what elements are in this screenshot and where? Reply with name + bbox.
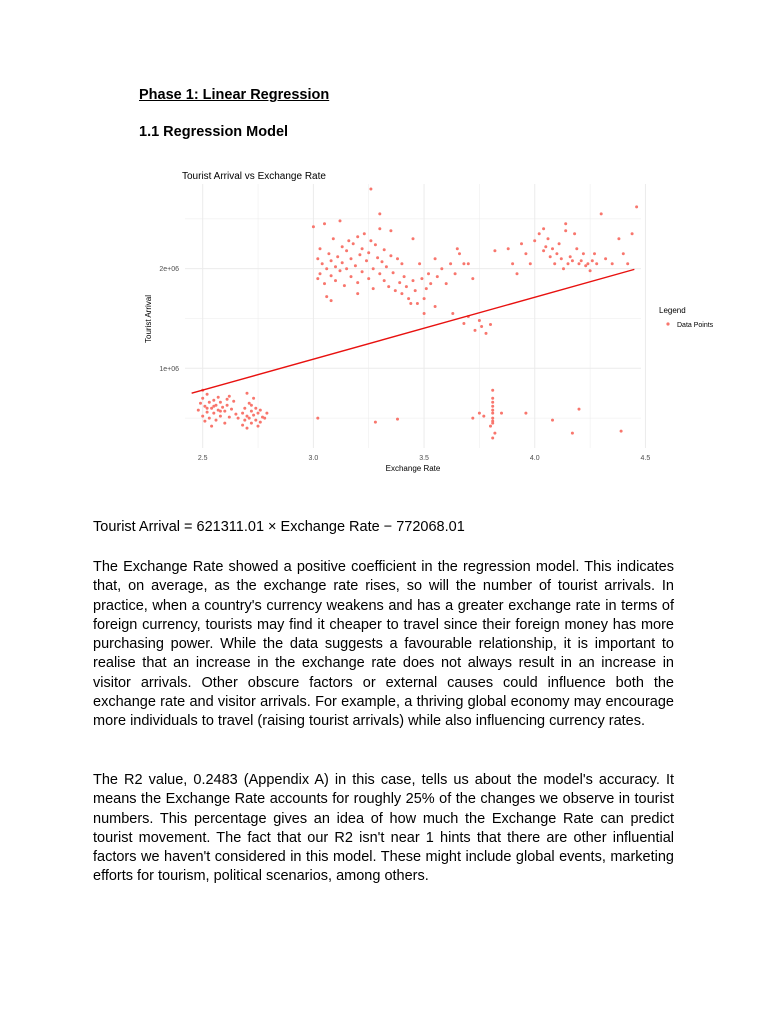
data-point	[538, 232, 541, 235]
data-point	[555, 252, 558, 255]
data-point	[462, 262, 465, 265]
data-point	[569, 255, 572, 258]
data-point	[372, 287, 375, 290]
data-point	[454, 272, 457, 275]
y-axis-label: Tourist Arrival	[144, 294, 153, 344]
data-point	[392, 271, 395, 274]
data-point	[241, 424, 244, 427]
data-point	[591, 259, 594, 262]
data-point	[405, 285, 408, 288]
data-point	[383, 248, 386, 251]
data-point	[493, 249, 496, 252]
data-point	[369, 188, 372, 191]
data-point	[491, 401, 494, 404]
data-point	[458, 252, 461, 255]
data-point	[626, 262, 629, 265]
data-point	[254, 419, 257, 422]
data-point	[201, 415, 204, 418]
data-point	[372, 267, 375, 270]
data-point	[547, 237, 550, 240]
data-point	[327, 252, 330, 255]
data-point	[234, 413, 237, 416]
data-point	[436, 275, 439, 278]
data-point	[358, 253, 361, 256]
data-point	[542, 227, 545, 230]
data-point	[567, 262, 570, 265]
data-point	[553, 262, 556, 265]
data-point	[529, 262, 532, 265]
data-point	[206, 407, 209, 410]
data-point	[330, 299, 333, 302]
data-point	[604, 257, 607, 260]
data-point	[241, 412, 244, 415]
x-tick-label: 4.5	[640, 455, 651, 462]
data-point	[524, 252, 527, 255]
data-point	[403, 275, 406, 278]
data-point	[414, 289, 417, 292]
data-point	[617, 237, 620, 240]
data-point	[434, 257, 437, 260]
data-point	[219, 410, 222, 413]
data-point	[374, 243, 377, 246]
data-point	[434, 305, 437, 308]
data-point	[219, 415, 222, 418]
data-point	[471, 277, 474, 280]
data-point	[228, 395, 231, 398]
data-point	[378, 227, 381, 230]
data-point	[354, 264, 357, 267]
data-point	[316, 417, 319, 420]
data-point	[252, 397, 255, 400]
data-point	[336, 255, 339, 258]
paragraph-coefficient: The Exchange Rate showed a positive coefficient in the regression model. This indicates that, on average, as the exchange rate rises, so will the number of tourist arrivals. In practice, when a country's currency weakens and has a greater exchange rate in terms of foreign currency, tourists may find it cheaper to travel since their foreign money has more purchasing power. While the data suggests a favourable relationship, it is important to realise that an increase in the exchange rate does not always result in an increase in visitor arrivals. Other obscure factors or external causes could influence both the exchange rate and visitor arrivals. For example, a thriving global economy may encourage more individuals to travel (raising tourist arrivals) while also influencing currency rates.	[93, 559, 674, 730]
data-point	[451, 312, 454, 315]
data-point	[215, 419, 218, 422]
data-point	[341, 245, 344, 248]
data-point	[549, 255, 552, 258]
data-point	[520, 242, 523, 245]
data-point	[485, 332, 488, 335]
data-point	[378, 272, 381, 275]
data-point	[246, 427, 249, 430]
data-point	[339, 219, 342, 222]
data-point	[345, 267, 348, 270]
data-point	[203, 420, 206, 423]
data-point	[456, 247, 459, 250]
data-point	[440, 267, 443, 270]
legend-point-marker	[666, 322, 669, 325]
data-point	[589, 269, 592, 272]
data-point	[199, 402, 202, 405]
data-point	[560, 257, 563, 260]
data-point	[325, 267, 328, 270]
data-point	[312, 225, 315, 228]
data-point	[622, 252, 625, 255]
data-point	[516, 272, 519, 275]
data-point	[562, 267, 565, 270]
x-tick-label: 2.5	[197, 455, 208, 462]
data-point	[208, 417, 211, 420]
data-point	[427, 272, 430, 275]
data-point	[575, 247, 578, 250]
data-point	[425, 287, 428, 290]
chart-tick-labels	[159, 266, 650, 462]
data-point	[250, 404, 253, 407]
data-point	[580, 259, 583, 262]
data-point	[319, 247, 322, 250]
chart-points	[197, 188, 638, 440]
data-point	[491, 389, 494, 392]
data-point	[197, 409, 200, 412]
data-point	[334, 265, 337, 268]
data-point	[394, 289, 397, 292]
data-point	[578, 262, 581, 265]
data-point	[571, 432, 574, 435]
chart-title: Tourist Arrival vs Exchange Rate	[182, 171, 326, 182]
data-point	[243, 407, 246, 410]
data-point	[221, 406, 224, 409]
data-point	[564, 222, 567, 225]
data-point	[356, 235, 359, 238]
x-tick-label: 3.5	[419, 455, 429, 462]
data-point	[263, 417, 266, 420]
data-point	[582, 252, 585, 255]
data-point	[635, 205, 638, 208]
data-point	[376, 256, 379, 259]
data-point	[571, 259, 574, 262]
data-point	[416, 302, 419, 305]
data-point	[620, 430, 623, 433]
data-point	[352, 242, 355, 245]
data-point	[471, 417, 474, 420]
paragraph-r2: The R2 value, 0.2483 (Appendix A) in this case, tells us about the model's accuracy. It means the Exchange Rate accounts for roughly 25% of the changes we observe in tourist numbers. This percentage gives an idea of how much the Exchange Rate can predict tourist movement. The fact that our R2 isn't near 1 hints that there are other influential factors we haven't considered in this model. These might include global events, marketing efforts for tourism, political scenarios, among others.	[93, 772, 674, 885]
data-point	[212, 405, 215, 408]
data-point	[445, 282, 448, 285]
data-point	[345, 249, 348, 252]
data-point	[489, 323, 492, 326]
data-point	[478, 412, 481, 415]
data-point	[491, 397, 494, 400]
data-point	[600, 212, 603, 215]
chart-legend	[659, 306, 714, 329]
data-point	[418, 262, 421, 265]
data-point	[356, 281, 359, 284]
data-point	[423, 312, 426, 315]
data-point	[212, 399, 215, 402]
data-point	[398, 281, 401, 284]
section-heading: 1.1 Regression Model	[139, 124, 289, 140]
data-point	[316, 257, 319, 260]
data-point	[478, 319, 481, 322]
data-point	[230, 408, 233, 411]
data-point	[341, 261, 344, 264]
data-point	[228, 416, 231, 419]
legend-title: Legend	[659, 306, 686, 315]
data-point	[365, 259, 368, 262]
data-point	[323, 222, 326, 225]
data-point	[374, 421, 377, 424]
data-point	[400, 292, 403, 295]
data-point	[423, 297, 426, 300]
data-point	[491, 422, 494, 425]
data-point	[467, 262, 470, 265]
data-point	[323, 282, 326, 285]
data-point	[429, 282, 432, 285]
data-point	[611, 262, 614, 265]
data-point	[524, 412, 527, 415]
data-point	[257, 425, 260, 428]
data-point	[507, 247, 510, 250]
data-point	[400, 262, 403, 265]
data-point	[330, 259, 333, 262]
data-point	[482, 415, 485, 418]
data-point	[201, 397, 204, 400]
y-tick-label: 1e+06	[159, 365, 179, 373]
data-point	[396, 257, 399, 260]
data-point	[491, 417, 494, 420]
regression-equation: Tourist Arrival = 621311.01 × Exchange Rate − 772068.01	[93, 519, 465, 535]
data-point	[343, 284, 346, 287]
data-point	[544, 245, 547, 248]
data-point	[387, 285, 390, 288]
data-point	[489, 425, 492, 428]
data-point	[385, 265, 388, 268]
data-point	[250, 410, 253, 413]
data-point	[210, 425, 213, 428]
data-point	[361, 247, 364, 250]
data-point	[389, 254, 392, 257]
data-point	[412, 279, 415, 282]
data-point	[259, 409, 262, 412]
data-point	[248, 417, 251, 420]
data-point	[254, 407, 257, 410]
data-point	[347, 239, 350, 242]
scatter-chart	[130, 162, 730, 482]
data-point	[257, 412, 260, 415]
data-point	[511, 262, 514, 265]
data-point	[533, 239, 536, 242]
data-point	[491, 437, 494, 440]
data-point	[551, 247, 554, 250]
data-point	[246, 392, 249, 395]
data-point	[226, 398, 229, 401]
data-point	[339, 269, 342, 272]
y-tick-label: 2e+06	[159, 266, 179, 274]
phase-heading: Phase 1: Linear Regression	[139, 87, 330, 103]
data-point	[363, 232, 366, 235]
data-point	[378, 212, 381, 215]
x-axis-label: Exchange Rate	[385, 464, 441, 473]
data-point	[493, 432, 496, 435]
data-point	[316, 277, 319, 280]
data-point	[420, 277, 423, 280]
data-point	[356, 292, 359, 295]
data-point	[237, 417, 240, 420]
data-point	[491, 409, 494, 412]
data-point	[350, 275, 353, 278]
x-tick-label: 4.0	[529, 455, 540, 462]
data-point	[383, 279, 386, 282]
data-point	[226, 404, 229, 407]
data-point	[449, 262, 452, 265]
data-point	[542, 249, 545, 252]
data-point	[361, 270, 364, 273]
data-point	[367, 277, 370, 280]
data-point	[217, 396, 220, 399]
data-point	[350, 257, 353, 260]
data-point	[206, 411, 209, 414]
data-point	[206, 393, 209, 396]
data-point	[491, 412, 494, 415]
data-point	[586, 262, 589, 265]
data-point	[381, 260, 384, 263]
data-point	[243, 419, 246, 422]
data-point	[232, 400, 235, 403]
legend-entry-data-points: Data Points	[677, 322, 714, 329]
data-point	[491, 405, 494, 408]
x-tick-label: 3.0	[308, 455, 319, 462]
data-point	[573, 232, 576, 235]
data-point	[325, 295, 328, 298]
data-point	[578, 408, 581, 411]
data-point	[564, 229, 567, 232]
data-point	[412, 237, 415, 240]
data-point	[212, 412, 215, 415]
data-point	[558, 242, 561, 245]
data-point	[265, 412, 268, 415]
data-point	[330, 274, 333, 277]
data-point	[409, 302, 412, 305]
data-point	[480, 325, 483, 328]
chart-grid	[185, 184, 645, 448]
data-point	[407, 297, 410, 300]
data-point	[474, 329, 477, 332]
data-point	[500, 412, 503, 415]
data-point	[223, 410, 226, 413]
data-point	[369, 239, 372, 242]
data-point	[396, 418, 399, 421]
data-point	[219, 401, 222, 404]
data-point	[321, 262, 324, 265]
data-point	[593, 252, 596, 255]
data-point	[334, 279, 337, 282]
data-point	[595, 262, 598, 265]
data-point	[252, 414, 255, 417]
data-point	[389, 229, 392, 232]
data-point	[208, 401, 211, 404]
data-point	[259, 421, 262, 424]
data-point	[332, 237, 335, 240]
data-point	[462, 322, 465, 325]
data-point	[250, 422, 253, 425]
data-point	[551, 419, 554, 422]
data-point	[223, 422, 226, 425]
data-point	[319, 272, 322, 275]
data-point	[631, 232, 634, 235]
data-point	[367, 251, 370, 254]
